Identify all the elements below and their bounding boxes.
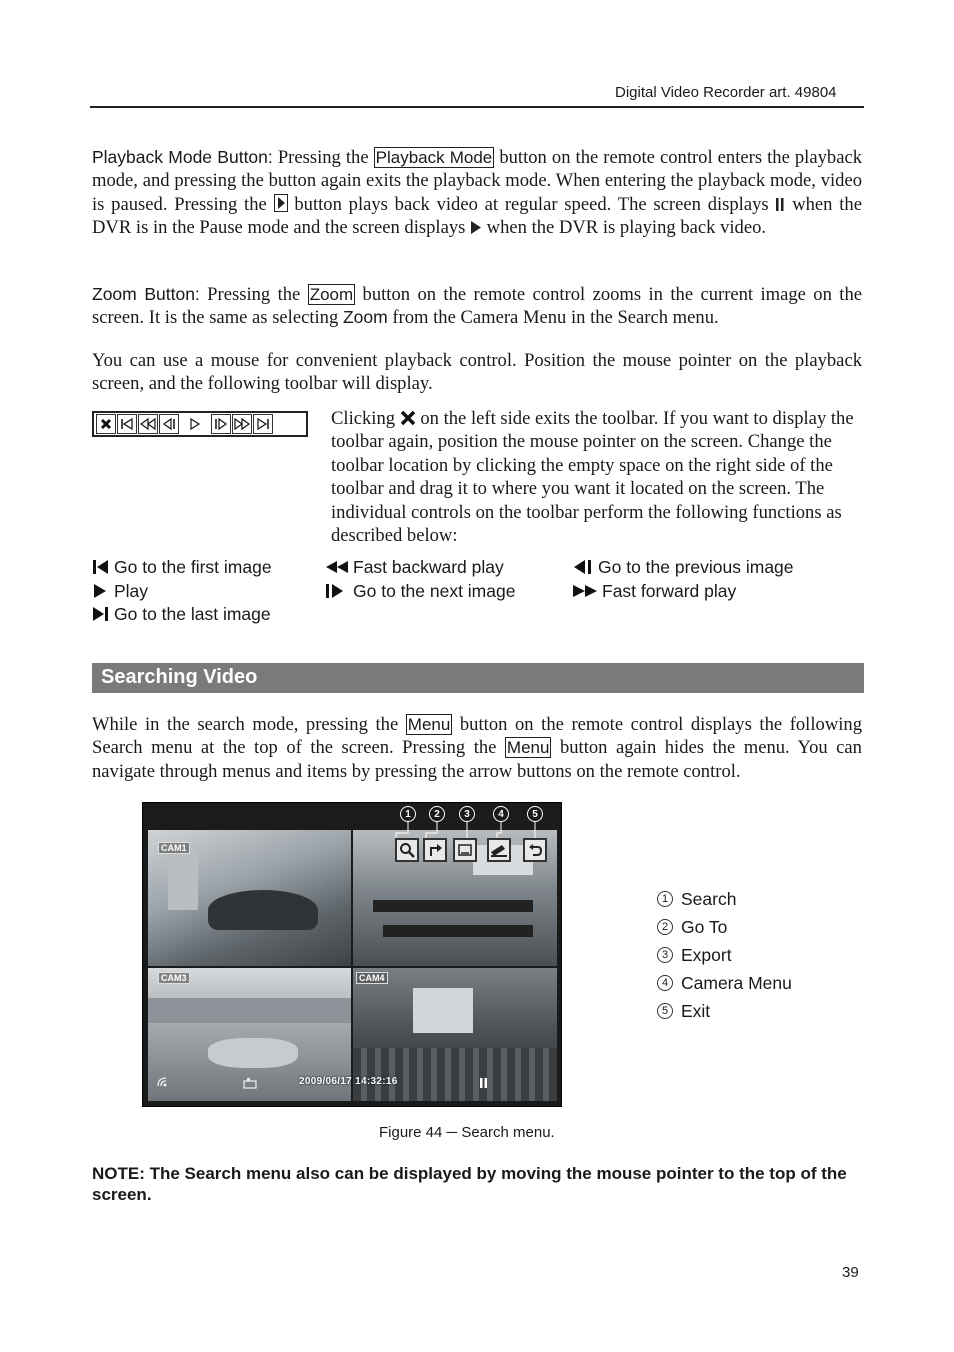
function-first-image: Go to the first image: [92, 556, 272, 578]
legend-item: 5 Exit: [657, 997, 792, 1025]
figure-caption: Figure 44 ─ Search menu.: [379, 1124, 555, 1141]
section-title: Searching Video: [101, 666, 258, 688]
header-rule: [90, 106, 864, 108]
go-to-icon[interactable]: [423, 838, 447, 862]
callout-leaders: [143, 803, 563, 843]
function-fast-backward: Fast backward play: [325, 556, 504, 578]
legend-item: 3 Export: [657, 941, 792, 969]
callout-4: 4: [493, 806, 509, 822]
previous-image-icon: [159, 414, 179, 434]
zoom-paragraph: Zoom Button: Pressing the Zoom button on the remote control zooms in the current image on the screen. It is the same as selecting Zoom from the Camera Menu in the Search menu.: [92, 284, 862, 329]
search-menu-screenshot: [142, 802, 562, 1107]
legend-item: 4 Camera Menu: [657, 969, 792, 997]
camera-label: CAM1: [158, 842, 190, 854]
running-header: Digital Video Recorder art. 49804: [615, 84, 837, 101]
playback-toolbar: [92, 411, 308, 437]
next-image-icon: [211, 414, 231, 434]
play-key-icon: [274, 194, 288, 212]
fast-forward-icon: [232, 414, 252, 434]
pause-icon: [479, 1076, 489, 1088]
mouse-paragraph: You can use a mouse for convenient playback control. Position the mouse pointer on the playback screen, and the following toolbar will display.: [92, 350, 862, 395]
exit-icon[interactable]: [523, 838, 547, 862]
zoom-label: Zoom Button:: [92, 284, 200, 304]
close-icon: [400, 410, 416, 426]
note: NOTE: The Search menu also can be displayed by moving the mouse pointer to the top of the screen.: [92, 1164, 847, 1204]
function-next-image: Go to the next image: [325, 580, 515, 602]
first-image-icon: [92, 559, 110, 575]
camera-label: CAM3: [158, 972, 190, 984]
playback-mode-paragraph: Playback Mode Button: Pressing the Playback Mode button on the remote control enters the playback mode, and pressing the button again exits the playback mode. When entering the playback mode, video is paused. Pressing the button plays back video at regular speed. The screen displays when the DVR is in the Pause mode and the screen displays when the DVR is playing back video.: [92, 147, 862, 239]
first-image-icon: [117, 414, 137, 434]
record-icon: [243, 1076, 257, 1088]
network-icon: [156, 1074, 174, 1088]
last-image-icon: [253, 414, 273, 434]
play-icon: [92, 583, 110, 599]
fast-backward-icon: [138, 414, 158, 434]
close-icon: [96, 414, 116, 434]
function-play: Play: [92, 580, 148, 602]
camera-label: CAM4: [356, 972, 388, 984]
callout-2: 2: [429, 806, 445, 822]
fast-forward-icon: [572, 584, 598, 598]
search-icon[interactable]: [395, 838, 419, 862]
timestamp: 2009/06/17 14:32:16: [299, 1076, 398, 1087]
legend-item: 1 Search: [657, 885, 792, 913]
last-image-icon: [92, 606, 110, 622]
playback-mode-key: Playback Mode: [375, 148, 493, 167]
playback-mode-label: Playback Mode Button:: [92, 147, 273, 167]
camera-view-1: [148, 830, 351, 966]
camera-menu-icon[interactable]: [487, 838, 511, 862]
function-previous-image: Go to the previous image: [572, 556, 794, 578]
fast-backward-icon: [325, 560, 349, 574]
search-menu-legend: [657, 885, 792, 1025]
pause-icon: [775, 197, 785, 212]
menu-key: Menu: [407, 715, 451, 734]
play-indicator-icon: [470, 220, 482, 235]
play-icon: [180, 414, 210, 434]
next-image-icon: [325, 583, 349, 599]
menu-key: Menu: [506, 738, 550, 758]
zoom-key: Zoom: [309, 285, 354, 304]
function-last-image: Go to the last image: [92, 603, 271, 625]
function-fast-forward: Fast forward play: [572, 580, 736, 602]
callout-3: 3: [459, 806, 475, 822]
callout-5: 5: [527, 806, 543, 822]
page-number: 39: [842, 1264, 859, 1281]
callout-1: 1: [400, 806, 416, 822]
search-paragraph: While in the search mode, pressing the Menu button on the remote control displays the following Search menu at the top of the screen. Pressing the Menu button again hides the menu. You can navigate through menus and items by pressing the arrow buttons on the remote control.: [92, 714, 863, 782]
export-icon[interactable]: [453, 838, 477, 862]
previous-image-icon: [572, 559, 594, 575]
toolbar-description: Clicking on the left side exits the toolbar. If you want to display the toolbar again, position the mouse pointer on the screen. Change the toolbar location by clicking the empty space on the right side of the toolbar and drag it to where you want it located on the screen. The individual controls on the toolbar perform the following functions as described below:: [331, 408, 854, 547]
legend-item: 2 Go To: [657, 913, 792, 941]
